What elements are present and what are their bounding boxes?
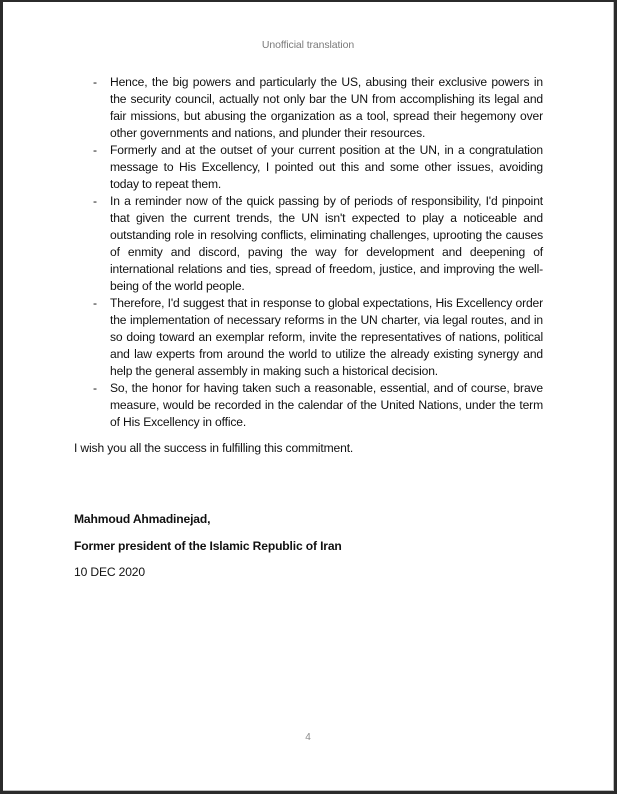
- bullet-dash: -: [93, 296, 97, 310]
- bullet-text: In a reminder now of the quick passing by of periods of responsibility, I'd pinpoint that given the current trends, the UN isn't expected to play a noticeable and outstanding role in resolving conflicts, eliminating challenges, uprooting the causes of enmity and discord, paving the way for development and deepening of international relations and ties, spread of freedom, justice, and improving the well-being of the world people.: [110, 194, 543, 293]
- signature-block: [74, 512, 342, 582]
- page-number: 4: [305, 732, 311, 743]
- bullet-item: [74, 74, 543, 142]
- bullet-item: [74, 142, 543, 193]
- signatory-name: Mahmoud Ahmadinejad,: [74, 512, 211, 526]
- bullet-dash: -: [93, 75, 97, 89]
- bullet-item: [74, 193, 543, 295]
- letter-date: 10 DEC 2020: [74, 565, 145, 579]
- bullet-text: So, the honor for having taken such a reasonable, essential, and of course, brave measure, would be recorded in the calendar of the United Nations, under the term of His Excellency in office.: [110, 381, 543, 429]
- bullet-item: [74, 295, 543, 380]
- page-header: Unofficial translation: [261, 39, 355, 51]
- bullet-text: Formerly and at the outset of your current position at the UN, in a congratulation message to His Excellency, I pointed out this and some other issues, avoiding today to repeat them.: [110, 143, 543, 191]
- bullet-dash: -: [93, 194, 97, 208]
- document-page: [3, 2, 614, 791]
- bullet-dash: -: [93, 381, 97, 395]
- letter-body: [74, 74, 543, 457]
- bullet-text: Therefore, I'd suggest that in response to global expectations, His Excellency order the implementation of necessary reforms in the UN charter, via legal routes, and in so doing toward an exemplar reform, invite the representatives of nations, political and law experts from around the world to utilize the already existing synergy and help the general assembly in making such a historical decision.: [110, 296, 543, 378]
- closing-line: I wish you all the success in fulfilling this commitment.: [74, 441, 354, 455]
- bullet-list: [74, 74, 543, 431]
- bullet-text: Hence, the big powers and particularly the US, abusing their exclusive powers in the security council, actually not only bar the UN from accomplishing its legal and fair missions, but abusing the organization as a tool, spread their hegemony over other governments and nations, and plunder their resources.: [110, 75, 543, 140]
- bullet-dash: -: [93, 143, 97, 157]
- signatory-title: Former president of the Islamic Republic of Iran: [74, 539, 342, 553]
- bullet-item: [74, 380, 543, 431]
